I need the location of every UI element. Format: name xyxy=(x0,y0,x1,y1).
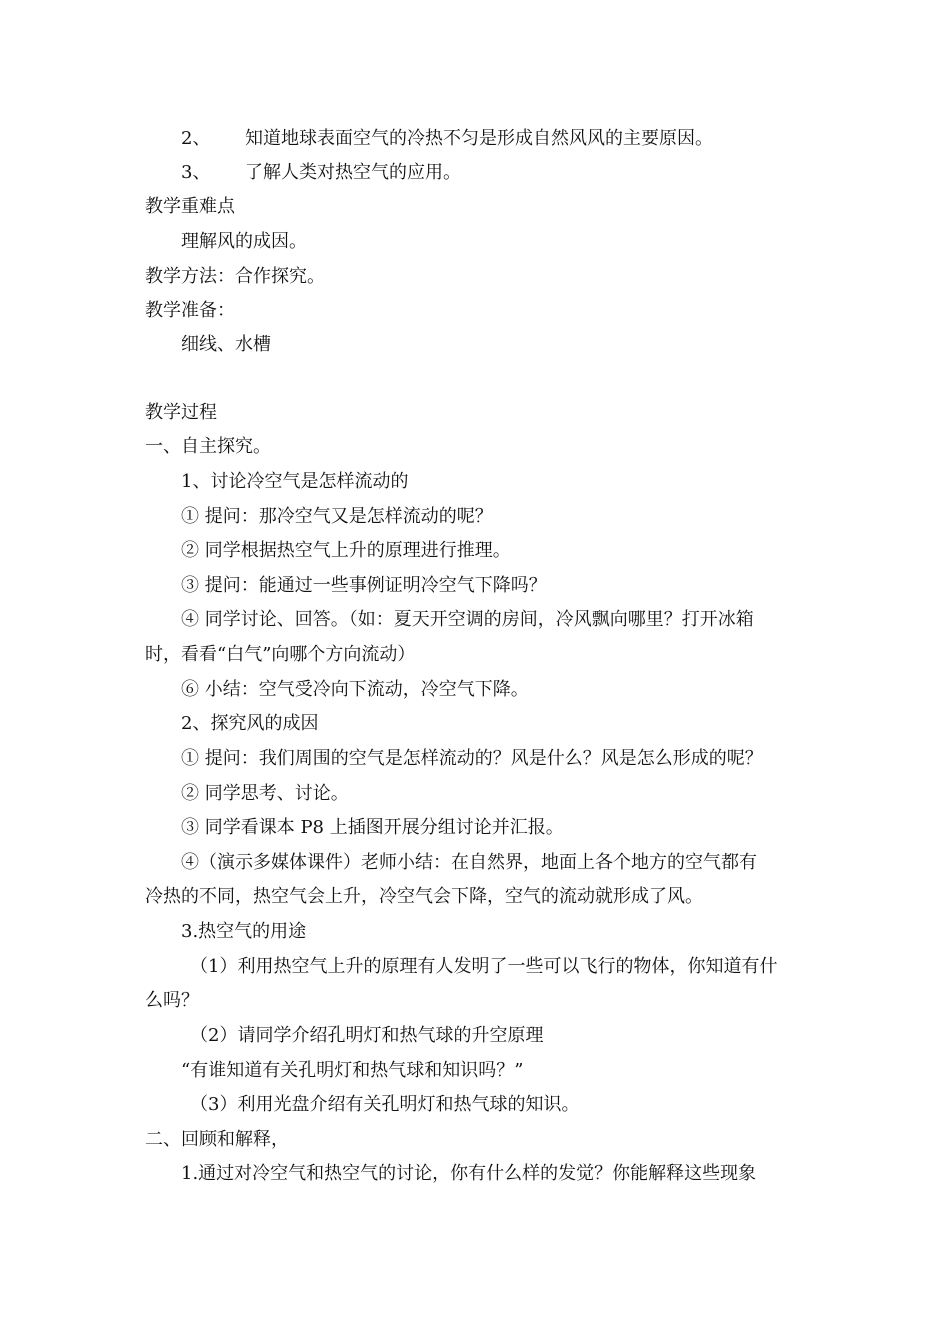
list-item: （1）利用热空气上升的原理有人发明了一些可以飞行的物体，你知道有什 xyxy=(190,956,778,977)
list-item-continuation: 时，看看“白气”向哪个方向流动） xyxy=(145,644,416,665)
list-item: ③ 提问：能通过一些事例证明冷空气下降吗？ xyxy=(181,575,547,596)
list-item: （2）请同学介绍孔明灯和热气球的升空原理 xyxy=(190,1025,544,1046)
part-1-heading: 一、自主探究。 xyxy=(145,436,271,457)
objective-3-text: 了解人类对热空气的应用。 xyxy=(245,162,461,183)
list-item: ① 提问：我们周围的空气是怎样流动的？风是什么？风是怎么形成的呢？ xyxy=(181,748,763,769)
section-3-heading: 3.热空气的用途 xyxy=(181,921,307,942)
list-item-continuation: 冷热的不同，热空气会上升，冷空气会下降，空气的流动就形成了风。 xyxy=(145,886,703,907)
list-item: 1.通过对冷空气和热空气的讨论，你有什么样的发觉？你能解释这些现象 xyxy=(181,1163,757,1184)
section-2-heading: 2、探究风的成因 xyxy=(181,713,319,734)
list-item: ② 同学根据热空气上升的原理进行推理。 xyxy=(181,540,511,561)
list-item: ③ 同学看课本 P8 上插图开展分组讨论并汇报。 xyxy=(181,817,564,838)
key-points-heading: 教学重难点 xyxy=(145,196,235,217)
teaching-method: 教学方法：合作探究。 xyxy=(145,266,325,287)
quote-line: “有谁知道有关孔明灯和热气球和知识吗？” xyxy=(181,1060,524,1081)
list-item: ② 同学思考、讨论。 xyxy=(181,783,349,804)
list-item: ⑥ 小结：空气受冷向下流动，冷空气下降。 xyxy=(181,679,529,700)
preparation-heading: 教学准备： xyxy=(145,300,235,321)
list-item: （3）利用光盘介绍有关孔明灯和热气球的知识。 xyxy=(190,1094,580,1115)
preparation-text: 细线、水槽 xyxy=(181,334,271,355)
list-item: ④ 同学讨论、回答。（如：夏天开空调的房间，冷风飘向哪里？打开冰箱 xyxy=(181,609,754,630)
part-2-heading: 二、回顾和解释， xyxy=(145,1129,289,1150)
list-item-continuation: 么吗？ xyxy=(145,990,199,1011)
process-heading: 教学过程 xyxy=(145,402,217,423)
key-points-text: 理解风的成因。 xyxy=(181,231,307,252)
objective-2-text: 知道地球表面空气的冷热不匀是形成自然风风的主要原因。 xyxy=(245,128,713,149)
objective-2-number: 2、 xyxy=(181,128,211,149)
section-1-heading: 1、讨论冷空气是怎样流动的 xyxy=(181,471,409,492)
objective-3-number: 3、 xyxy=(181,162,211,183)
list-item: ① 提问：那冷空气又是怎样流动的呢？ xyxy=(181,506,493,527)
list-item: ④（演示多媒体课件）老师小结：在自然界，地面上各个地方的空气都有 xyxy=(181,852,757,873)
